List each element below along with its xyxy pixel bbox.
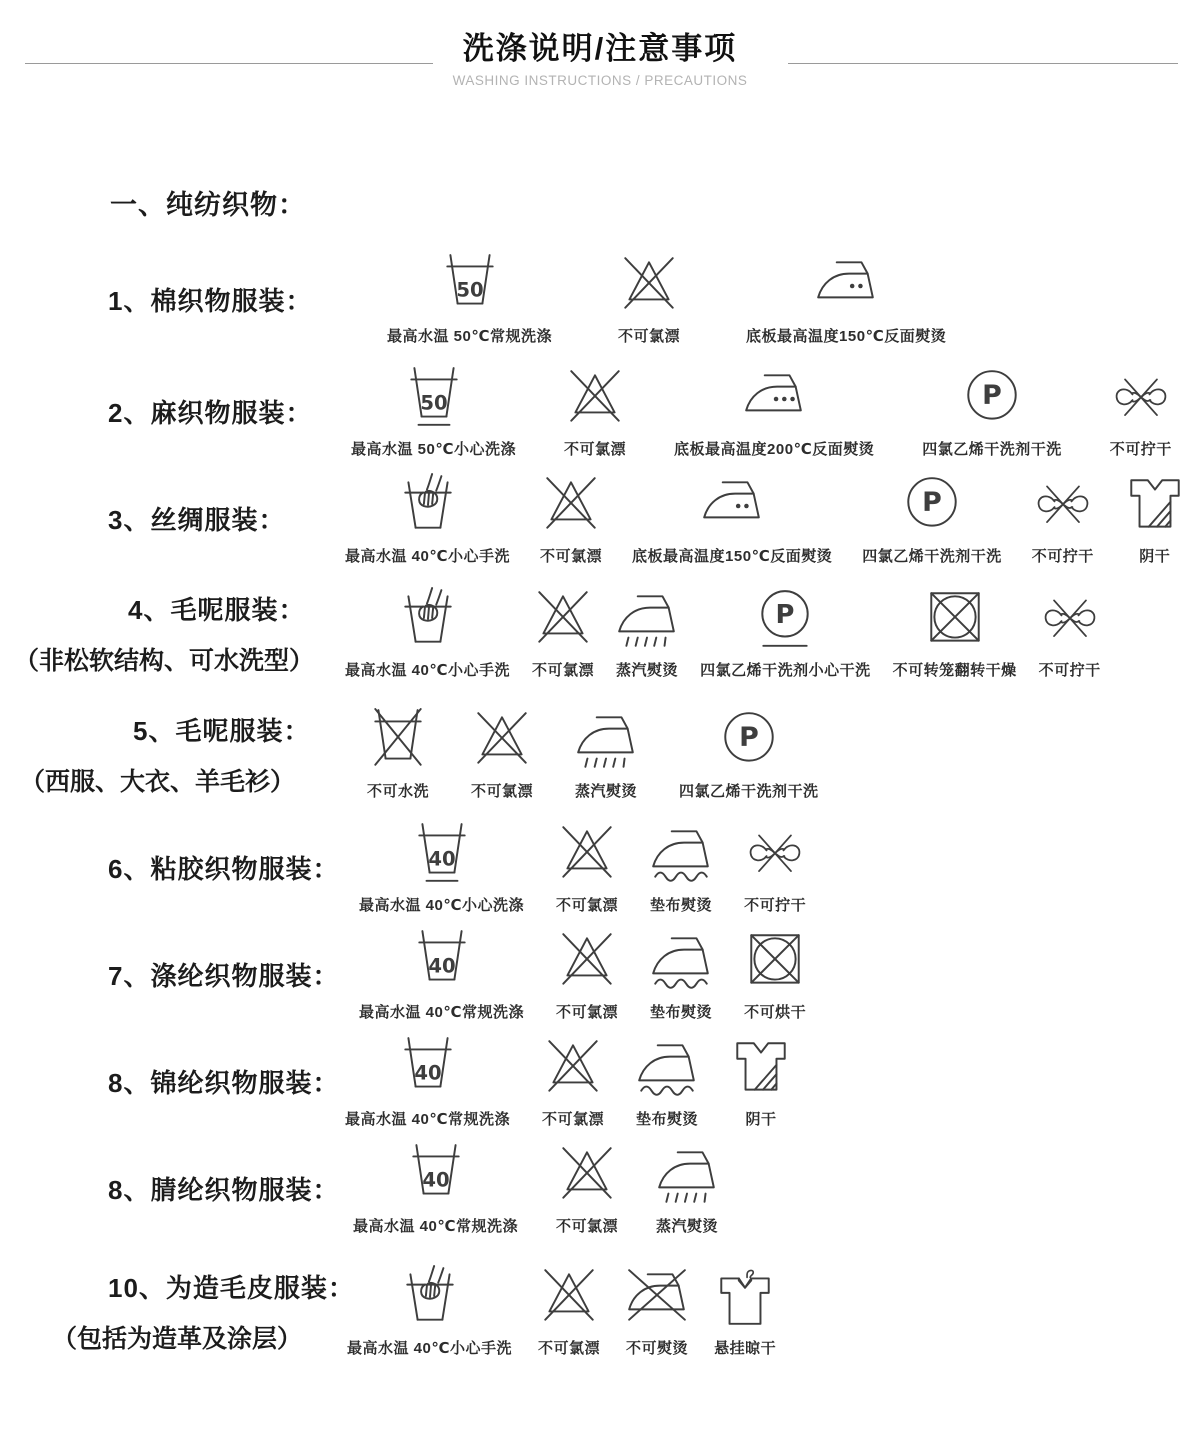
care-symbol-label: 蒸汽熨烫 — [616, 662, 679, 680]
row-symbols — [387, 252, 946, 346]
care-symbol — [862, 472, 1002, 566]
no-bleach-triangle-icon — [556, 928, 618, 994]
row-label-block — [0, 281, 345, 318]
svg-text:50: 50 — [455, 278, 484, 302]
care-symbol-label: 不可烘干 — [744, 1003, 807, 1021]
svg-text:P: P — [775, 600, 795, 631]
care-symbol-label: 不可熨烫 — [626, 1340, 689, 1358]
steam-iron-icon — [575, 707, 637, 773]
care-row — [0, 240, 1200, 358]
care-row — [0, 814, 1200, 921]
care-symbol — [700, 586, 871, 680]
press-cloth-iron-icon — [650, 928, 712, 994]
no-wring-icon — [1039, 592, 1101, 652]
care-symbol — [556, 821, 618, 915]
care-symbol — [351, 365, 516, 459]
svg-text:40: 40 — [421, 1168, 450, 1192]
care-instruction-list — [0, 240, 1200, 1380]
row-label-block — [0, 1170, 345, 1207]
row-symbols — [367, 707, 819, 801]
no-tumble-dry-icon — [924, 586, 986, 652]
care-symbol — [679, 707, 819, 801]
care-symbol — [532, 586, 594, 680]
care-symbol-label: 最高水温 50℃常规洗涤 — [387, 328, 553, 346]
care-symbol-label: 不可拧干 — [1031, 547, 1094, 565]
care-symbol-label: 垫布熨烫 — [650, 1003, 713, 1021]
care-symbol — [636, 1035, 698, 1129]
wash-tub-gentle-icon — [403, 365, 465, 431]
row-label-block — [0, 590, 345, 677]
care-symbol-label: 不可氯漂 — [556, 1003, 619, 1021]
care-symbol-label: 垫布熨烫 — [636, 1110, 699, 1128]
care-symbol-label: 最高水温 40℃小心手洗 — [347, 1340, 513, 1358]
row-symbols — [359, 928, 806, 1022]
care-symbol — [538, 1264, 600, 1358]
no-bleach-triangle-icon — [618, 252, 680, 318]
care-symbol-label: 不可氯漂 — [471, 783, 534, 801]
care-symbol-label: 最高水温 50℃小心洗涤 — [351, 440, 517, 458]
section-heading: 一、纯纺织物： — [110, 190, 306, 221]
care-row — [0, 1242, 1200, 1380]
care-symbol-label: 不可氯漂 — [532, 662, 595, 680]
care-row — [0, 465, 1200, 572]
care-symbol-label: 不可氯漂 — [540, 547, 603, 565]
care-symbol — [345, 472, 510, 566]
page-subtitle: WASHING INSTRUCTIONS / PRECAUTIONS — [452, 73, 748, 89]
care-symbol-label: 底板最高温度150℃反面熨烫 — [746, 328, 947, 346]
press-cloth-iron-icon — [636, 1035, 698, 1101]
row-label-block — [0, 711, 345, 798]
care-symbol — [347, 1264, 512, 1358]
row-label: 8、腈纶织物服装： — [108, 1175, 340, 1206]
care-symbol — [345, 586, 510, 680]
dry-clean-circle-icon — [718, 707, 780, 773]
care-symbol — [1039, 592, 1101, 680]
svg-text:P: P — [922, 486, 942, 518]
hand-wash-tub-icon — [399, 1264, 461, 1330]
row-label-block — [0, 1063, 345, 1100]
care-symbol-label: 蒸汽熨烫 — [656, 1217, 719, 1235]
care-symbol — [632, 472, 832, 566]
no-bleach-triangle-icon — [556, 821, 618, 887]
care-symbol-label: 四氯乙烯干洗剂干洗 — [862, 547, 1002, 565]
care-symbol — [564, 365, 626, 459]
care-symbol — [1124, 472, 1186, 566]
care-row — [0, 358, 1200, 465]
care-symbol — [556, 928, 618, 1022]
row-label-block — [0, 956, 345, 993]
wash-tub-icon — [397, 1035, 459, 1101]
care-row — [0, 572, 1200, 694]
row-label-block — [0, 849, 345, 886]
care-symbol-label: 不可氯漂 — [556, 1217, 619, 1235]
care-symbol — [618, 252, 680, 346]
dry-clean-circle-icon — [901, 472, 963, 538]
row-symbols — [345, 1035, 792, 1129]
row-label: 5、毛呢服装： — [133, 715, 311, 746]
svg-text:P: P — [982, 379, 1002, 411]
care-symbol-label: 最高水温 40℃常规洗涤 — [359, 1003, 525, 1021]
care-symbol-label: 最高水温 40℃小心洗涤 — [359, 896, 525, 914]
hand-wash-tub-icon — [397, 586, 459, 652]
svg-text:P: P — [738, 722, 759, 754]
care-symbol — [387, 252, 552, 346]
no-wring-icon — [1032, 478, 1094, 538]
svg-text:40: 40 — [427, 847, 456, 871]
no-bleach-triangle-icon — [556, 1142, 618, 1208]
dry-clean-circle-gentle-icon — [754, 586, 816, 652]
row-label: 4、毛呢服装： — [128, 594, 306, 625]
care-symbol-label: 不可氯漂 — [542, 1110, 605, 1128]
no-bleach-triangle-icon — [532, 586, 594, 652]
care-symbol-label: 不可水洗 — [367, 783, 430, 801]
care-symbol — [744, 928, 806, 1022]
care-symbol — [616, 586, 678, 680]
wash-tub-gentle-icon — [411, 821, 473, 887]
care-symbol — [359, 821, 524, 915]
care-symbol-label: 最高水温 40℃常规洗涤 — [353, 1217, 519, 1235]
row-sublabel: （西服、大衣、羊毛衫） — [20, 767, 296, 796]
no-wash-tub-icon — [367, 707, 429, 773]
care-symbol — [540, 472, 602, 566]
care-symbol — [650, 928, 712, 1022]
row-label: 10、为造毛皮服装： — [108, 1272, 355, 1303]
care-symbol-label: 不可转笼翻转干燥 — [892, 662, 1017, 680]
care-symbol — [359, 928, 524, 1022]
wash-tub-icon — [405, 1142, 467, 1208]
care-symbol-label: 四氯乙烯干洗剂干洗 — [922, 440, 1062, 458]
no-tumble-dry-icon — [744, 928, 806, 994]
row-symbols — [351, 365, 1172, 459]
care-symbol-label: 最高水温 40℃小心手洗 — [345, 662, 511, 680]
row-symbols — [345, 472, 1186, 566]
header — [0, 0, 1200, 88]
care-symbol-label: 四氯乙烯干洗剂小心干洗 — [700, 662, 871, 680]
care-symbol — [626, 1264, 688, 1358]
care-row — [0, 694, 1200, 814]
row-label: 2、麻织物服装： — [108, 398, 313, 429]
care-symbol-label: 阴干 — [1139, 547, 1171, 565]
care-symbol-label: 最高水温 40℃常规洗涤 — [345, 1110, 511, 1128]
care-symbol-label: 四氯乙烯干洗剂干洗 — [679, 783, 819, 801]
svg-text:50: 50 — [419, 391, 448, 415]
row-symbols — [359, 821, 806, 915]
care-symbol — [1110, 371, 1172, 459]
iron-2-dots-icon — [815, 252, 877, 318]
care-symbol — [714, 1264, 776, 1358]
steam-iron-icon — [616, 586, 678, 652]
wash-tub-icon — [411, 928, 473, 994]
svg-text:40: 40 — [413, 1061, 442, 1085]
care-symbol-label: 不可氯漂 — [564, 440, 627, 458]
care-symbol — [730, 1035, 792, 1129]
no-bleach-triangle-icon — [540, 472, 602, 538]
shade-dry-shirt-icon — [730, 1035, 792, 1101]
iron-2-dots-icon — [701, 472, 763, 538]
care-symbol — [542, 1035, 604, 1129]
row-label: 1、棉织物服装： — [108, 285, 313, 316]
care-symbol — [1032, 478, 1094, 566]
no-bleach-triangle-icon — [564, 365, 626, 431]
care-symbol-label: 不可拧干 — [1109, 440, 1172, 458]
care-symbol-label: 阴干 — [745, 1110, 777, 1128]
care-symbol — [556, 1142, 618, 1236]
dry-clean-circle-icon — [961, 365, 1023, 431]
row-sublabel: （包括为造革及涂层） — [52, 1324, 303, 1353]
row-label: 7、涤纶织物服装： — [108, 961, 340, 992]
care-symbol-label: 不可拧干 — [1038, 662, 1101, 680]
care-symbol — [922, 365, 1062, 459]
care-symbol-label: 底板最高温度200℃反面熨烫 — [674, 440, 875, 458]
header-divider-right — [788, 63, 1178, 64]
care-symbol-label: 不可氯漂 — [556, 896, 619, 914]
care-symbol — [893, 586, 1017, 680]
care-symbol-label: 不可氯漂 — [618, 328, 681, 346]
iron-3-dots-icon — [743, 365, 805, 431]
no-bleach-triangle-icon — [471, 707, 533, 773]
row-label: 6、粘胶织物服装： — [108, 854, 340, 885]
header-divider-left — [25, 63, 433, 64]
row-label: 3、丝绸服装： — [108, 505, 286, 536]
care-symbol — [353, 1142, 518, 1236]
care-row — [0, 1135, 1200, 1242]
row-label-block — [0, 500, 345, 537]
care-symbol-label: 不可氯漂 — [538, 1340, 601, 1358]
care-symbol-label: 悬挂晾干 — [714, 1340, 777, 1358]
steam-iron-icon — [656, 1142, 718, 1208]
care-symbol — [746, 252, 946, 346]
row-symbols — [345, 586, 1101, 680]
row-label: 8、锦纶织物服装： — [108, 1068, 340, 1099]
no-wring-icon — [744, 827, 806, 887]
care-symbol — [656, 1142, 718, 1236]
row-symbols — [353, 1142, 718, 1236]
care-symbol — [471, 707, 533, 801]
care-symbol-label: 底板最高温度150℃反面熨烫 — [632, 547, 833, 565]
row-symbols — [347, 1264, 776, 1358]
press-cloth-iron-icon — [650, 821, 712, 887]
hand-wash-tub-icon — [397, 472, 459, 538]
care-symbol — [650, 821, 712, 915]
no-bleach-triangle-icon — [542, 1035, 604, 1101]
svg-text:40: 40 — [427, 954, 456, 978]
care-symbol — [345, 1035, 510, 1129]
no-wring-icon — [1110, 371, 1172, 431]
row-label-block — [0, 1268, 355, 1355]
care-symbol — [575, 707, 637, 801]
hang-dry-shirt-icon — [714, 1264, 776, 1330]
page-title: 洗涤说明/注意事项 — [462, 31, 738, 66]
shade-dry-shirt-icon — [1124, 472, 1186, 538]
care-symbol-label: 最高水温 40℃小心手洗 — [345, 547, 511, 565]
care-row — [0, 921, 1200, 1028]
care-symbol-label: 蒸汽熨烫 — [575, 783, 638, 801]
row-label-block — [0, 393, 345, 430]
no-iron-icon — [626, 1264, 688, 1330]
no-bleach-triangle-icon — [538, 1264, 600, 1330]
care-symbol — [367, 707, 429, 801]
care-row — [0, 1028, 1200, 1135]
row-sublabel: （非松软结构、可水洗型） — [14, 646, 315, 675]
care-symbol — [744, 827, 806, 915]
care-symbol-label: 垫布熨烫 — [650, 896, 713, 914]
wash-tub-icon — [439, 252, 501, 318]
care-symbol — [674, 365, 874, 459]
care-symbol-label: 不可拧干 — [744, 896, 807, 914]
